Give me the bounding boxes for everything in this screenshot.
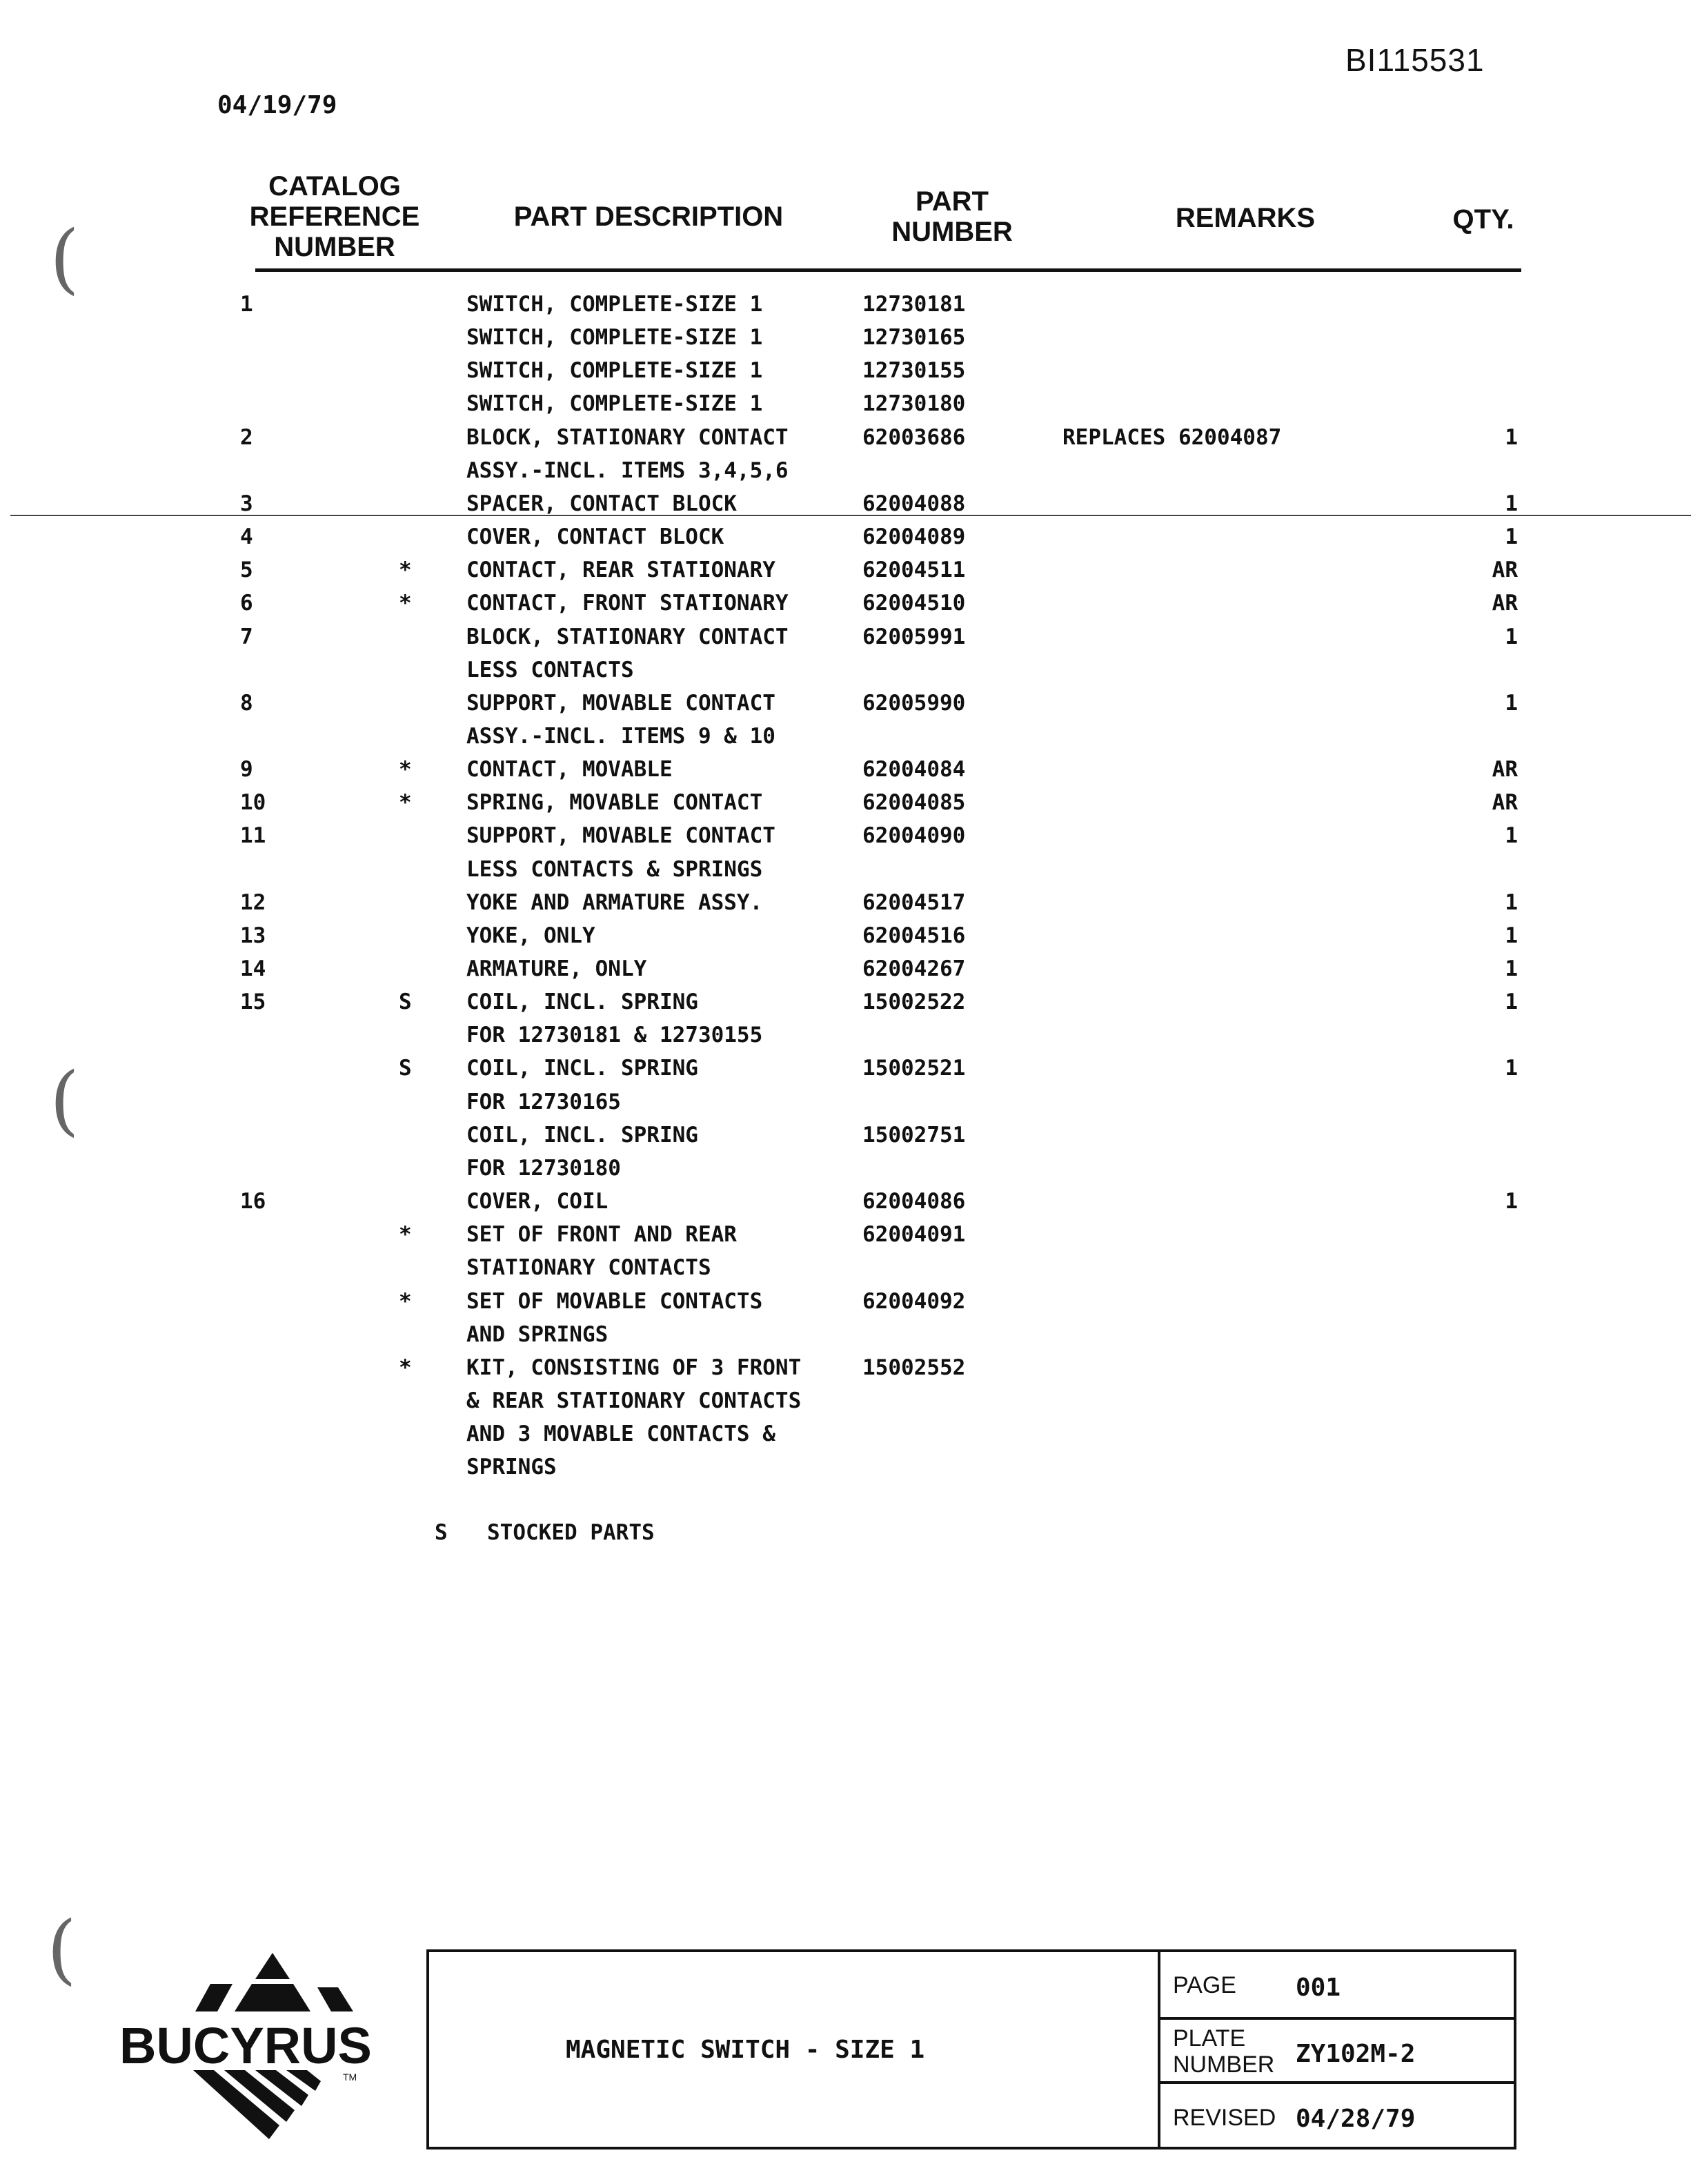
plate-number-label [1173, 2025, 1274, 2078]
catalog-ref: 8 [240, 691, 253, 716]
column-header-qty: QTY. [1452, 204, 1514, 235]
table-row [0, 325, 1691, 358]
header-line: CATALOG [268, 171, 401, 201]
part-description: STATIONARY CONTACTS [466, 1255, 711, 1280]
part-description: SWITCH, COMPLETE-SIZE 1 [466, 391, 763, 416]
header-rule [255, 268, 1521, 272]
table-row [0, 823, 1691, 856]
plate-label-line: NUMBER [1173, 2052, 1275, 2078]
table-row [0, 624, 1691, 658]
catalog-ref: 5 [240, 558, 253, 582]
table-row [0, 1222, 1691, 1255]
part-number: 12730181 [862, 292, 966, 317]
catalog-ref: 4 [240, 524, 253, 549]
part-description: COVER, CONTACT BLOCK [466, 524, 724, 549]
part-number: 62004092 [862, 1289, 966, 1314]
stock-mark: * [399, 790, 412, 815]
part-description: ASSY.-INCL. ITEMS 3,4,5,6 [466, 458, 789, 483]
header-line: REFERENCE [249, 201, 420, 232]
catalog-ref: 10 [240, 790, 266, 815]
stock-mark: * [399, 1289, 412, 1314]
quantity: 1 [1505, 425, 1518, 450]
part-number: 62004088 [862, 491, 966, 516]
part-description: COIL, INCL. SPRING [466, 1123, 698, 1148]
revised-value: 04/28/79 [1296, 2105, 1416, 2133]
stock-mark: * [399, 558, 412, 582]
part-number: 62004084 [862, 757, 966, 782]
table-row [0, 1289, 1691, 1322]
logo-text: BUCYRUS [119, 2017, 372, 2074]
part-description: & REAR STATIONARY CONTACTS [466, 1388, 802, 1413]
title-block-row-line [1158, 2017, 1516, 2020]
part-description: BLOCK, STATIONARY CONTACT [466, 425, 789, 450]
catalog-ref: 12 [240, 890, 266, 915]
part-description: SWITCH, COMPLETE-SIZE 1 [466, 292, 763, 317]
quantity: AR [1492, 790, 1518, 815]
catalog-ref: 11 [240, 823, 266, 848]
part-description: AND 3 MOVABLE CONTACTS & [466, 1421, 775, 1446]
quantity: 1 [1505, 1056, 1518, 1081]
table-row [0, 724, 1691, 757]
quantity: 1 [1505, 691, 1518, 716]
table-row [0, 292, 1691, 325]
logo-tm: TM [343, 2072, 357, 2083]
quantity: 1 [1505, 823, 1518, 848]
page-label: PAGE [1173, 1972, 1236, 1998]
quantity: 1 [1505, 923, 1518, 948]
catalog-ref: 16 [240, 1189, 266, 1214]
part-description: CONTACT, MOVABLE [466, 757, 673, 782]
table-row [0, 757, 1691, 790]
header-line: NUMBER [274, 232, 395, 262]
quantity: 1 [1505, 1189, 1518, 1214]
part-number: 62004085 [862, 790, 966, 815]
table-row [0, 1421, 1691, 1455]
part-description: SPACER, CONTACT BLOCK [466, 491, 737, 516]
part-description: KIT, CONSISTING OF 3 FRONT [466, 1355, 802, 1380]
column-header-description: PART DESCRIPTION [513, 201, 784, 232]
part-description: FOR 12730181 & 12730155 [466, 1023, 763, 1047]
remarks: REPLACES 62004087 [1062, 425, 1282, 450]
part-description: ARMATURE, ONLY [466, 956, 647, 981]
part-description: FOR 12730165 [466, 1090, 621, 1114]
document-id: BI115531 [1345, 42, 1485, 78]
stock-mark: S [399, 1056, 412, 1081]
part-description: AND SPRINGS [466, 1322, 609, 1347]
quantity: AR [1492, 757, 1518, 782]
table-row [0, 391, 1691, 424]
logo-graphic [114, 1953, 417, 2146]
table-row [0, 790, 1691, 823]
quantity: 1 [1505, 491, 1518, 516]
table-row [0, 1322, 1691, 1355]
catalog-ref: 2 [240, 425, 253, 450]
part-number: 15002522 [862, 990, 966, 1014]
part-number: 62004516 [862, 923, 966, 948]
table-row [0, 425, 1691, 458]
legend [435, 1520, 655, 1545]
header-line: NUMBER [891, 217, 1013, 247]
part-description: CONTACT, FRONT STATIONARY [466, 591, 789, 616]
part-description: SPRING, MOVABLE CONTACT [466, 790, 763, 815]
table-row [0, 1388, 1691, 1421]
title-block-divider [1158, 1949, 1160, 2149]
part-number: 62005990 [862, 691, 966, 716]
drawing-title: MAGNETIC SWITCH - SIZE 1 [566, 2036, 925, 2064]
stock-mark: * [399, 1222, 412, 1247]
bucyrus-logo [114, 1953, 417, 2146]
part-description: LESS CONTACTS [466, 658, 634, 682]
catalog-ref: 7 [240, 624, 253, 649]
part-description: YOKE AND ARMATURE ASSY. [466, 890, 763, 915]
part-number: 62004510 [862, 591, 966, 616]
part-description: BLOCK, STATIONARY CONTACT [466, 624, 789, 649]
table-row [0, 1255, 1691, 1288]
catalog-ref: 1 [240, 292, 253, 317]
punch-hole-mark: ( [50, 1056, 79, 1144]
document-date: 04/19/79 [217, 91, 337, 119]
part-number: 12730165 [862, 325, 966, 350]
column-header-remarks: REMARKS [1175, 203, 1316, 233]
part-description: ASSY.-INCL. ITEMS 9 & 10 [466, 724, 775, 749]
stock-mark: * [399, 757, 412, 782]
table-row [0, 923, 1691, 956]
column-header-part-number [876, 186, 1028, 247]
quantity: 1 [1505, 624, 1518, 649]
page-value: 001 [1296, 1974, 1341, 2002]
plate-label-line: PLATE [1173, 2025, 1246, 2052]
quantity: 1 [1505, 956, 1518, 981]
part-number: 62003686 [862, 425, 966, 450]
part-description: COIL, INCL. SPRING [466, 1056, 698, 1081]
part-description: YOKE, ONLY [466, 923, 595, 948]
table-row [0, 591, 1691, 624]
part-description: SET OF FRONT AND REAR [466, 1222, 737, 1247]
table-row [0, 1189, 1691, 1222]
part-description: SPRINGS [466, 1455, 557, 1479]
quantity: AR [1492, 558, 1518, 582]
table-row [0, 990, 1691, 1023]
part-description: SET OF MOVABLE CONTACTS [466, 1289, 763, 1314]
revised-label: REVISED [1173, 2105, 1276, 2131]
catalog-ref: 6 [240, 591, 253, 616]
column-header-catalog-ref [245, 171, 424, 262]
part-number: 62004086 [862, 1189, 966, 1214]
table-row [0, 1355, 1691, 1388]
punch-hole-mark: ( [47, 1905, 77, 1993]
stock-mark: * [399, 591, 412, 616]
part-description: SWITCH, COMPLETE-SIZE 1 [466, 358, 763, 383]
part-number: 15002521 [862, 1056, 966, 1081]
part-number: 62004511 [862, 558, 966, 582]
part-description: SUPPORT, MOVABLE CONTACT [466, 691, 775, 716]
table-row [0, 890, 1691, 923]
part-number: 62005991 [862, 624, 966, 649]
table-row [0, 358, 1691, 391]
quantity: 1 [1505, 524, 1518, 549]
title-block-row-line [1158, 2081, 1516, 2084]
catalog-ref: 14 [240, 956, 266, 981]
table-row [0, 1056, 1691, 1089]
part-description: LESS CONTACTS & SPRINGS [466, 857, 763, 882]
table-row [0, 1023, 1691, 1056]
part-number: 62004090 [862, 823, 966, 848]
catalog-ref: 15 [240, 990, 266, 1014]
table-row [0, 524, 1691, 558]
table-row [0, 658, 1691, 691]
stock-mark: * [399, 1355, 412, 1380]
stock-mark: S [399, 990, 412, 1014]
part-description: CONTACT, REAR STATIONARY [466, 558, 775, 582]
quantity: AR [1492, 591, 1518, 616]
part-description: SWITCH, COMPLETE-SIZE 1 [466, 325, 763, 350]
catalog-ref: 9 [240, 757, 253, 782]
catalog-ref: 3 [240, 491, 253, 516]
table-row [0, 857, 1691, 890]
part-number: 62004091 [862, 1222, 966, 1247]
part-number: 12730180 [862, 391, 966, 416]
part-number: 62004089 [862, 524, 966, 549]
quantity: 1 [1505, 990, 1518, 1014]
punch-hole-mark: ( [50, 214, 79, 302]
plate-number-value: ZY102M-2 [1296, 2040, 1416, 2068]
legend-symbol: S [435, 1520, 448, 1545]
part-number: 15002751 [862, 1123, 966, 1148]
part-number: 62004267 [862, 956, 966, 981]
table-row [0, 458, 1691, 491]
table-row [0, 1455, 1691, 1488]
part-description: COVER, COIL [466, 1189, 609, 1214]
table-row [0, 491, 1691, 524]
table-row [0, 1156, 1691, 1189]
part-number: 62004517 [862, 890, 966, 915]
catalog-ref: 13 [240, 923, 266, 948]
part-number: 12730155 [862, 358, 966, 383]
part-description: SUPPORT, MOVABLE CONTACT [466, 823, 775, 848]
table-row [0, 1090, 1691, 1123]
table-row [0, 691, 1691, 724]
part-description: FOR 12730180 [466, 1156, 621, 1181]
table-row [0, 956, 1691, 990]
part-number: 15002552 [862, 1355, 966, 1380]
table-row [0, 1123, 1691, 1156]
legend-text: STOCKED PARTS [487, 1520, 655, 1545]
header-line: PART [916, 186, 989, 217]
part-description: COIL, INCL. SPRING [466, 990, 698, 1014]
quantity: 1 [1505, 890, 1518, 915]
table-row [0, 558, 1691, 591]
